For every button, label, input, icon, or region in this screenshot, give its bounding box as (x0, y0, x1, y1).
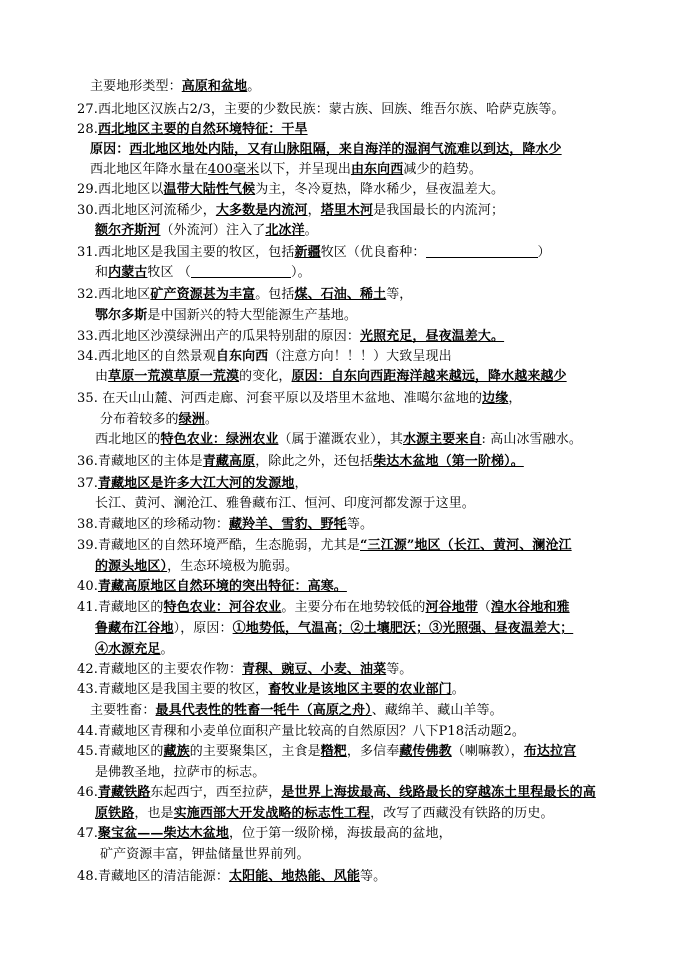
text-line (77, 536, 572, 556)
text-segment: 等。 (360, 869, 387, 884)
emphasized-text: 是世界上海拔最高、线路最长的穿越冻土里程最长的高 (281, 785, 596, 800)
text-segment: 46. (77, 785, 98, 800)
text-segment: 。 (247, 79, 261, 94)
text-line (90, 160, 482, 180)
emphasized-text: 内蒙古 (108, 265, 148, 280)
emphasized-text: 太阳能、地热能、风能 (228, 869, 360, 884)
text-line (95, 221, 318, 241)
text-segment: 47. (77, 826, 98, 841)
answer-blank (426, 243, 538, 258)
emphasized-text: 自东向西 (215, 349, 269, 364)
text-segment: 的主要聚集区，主食是 (189, 744, 321, 759)
text-segment: （外流河）注入了 (160, 223, 266, 238)
text-segment: 48.青藏地区的清洁能源： (77, 869, 229, 884)
text-line (77, 285, 412, 305)
emphasized-text: 柴达木盆地（第一阶梯）。 (373, 454, 524, 469)
text-segment: 34.西北地区的自然景观 (77, 349, 216, 364)
emphasized-text: 的源头地区） (95, 559, 168, 574)
text-segment: 减少的趋势。 (403, 162, 482, 177)
emphasized-text: 原铁路 (95, 806, 135, 821)
text-segment: 。 (304, 223, 318, 238)
emphasized-text: 大多数是内流河 (215, 203, 308, 218)
emphasized-text: 矿产资源甚为丰富 (150, 287, 256, 302)
text-segment: 长江、黄河、澜沧江、雅鲁藏布江、恒河、印度河都发源于这里。 (95, 496, 475, 511)
text-line (77, 515, 373, 535)
text-segment: ） (537, 245, 551, 260)
text-segment: 。包括 (255, 287, 295, 302)
emphasized-text: 塔里木河 (320, 203, 374, 218)
emphasized-text: 畜牧业是该地区主要的农业部门 (268, 682, 452, 697)
emphasized-text: 青藏高原地区自然环境的突出特征：高寒。 (97, 579, 347, 594)
text-line (95, 640, 174, 660)
text-segment: 、藏绵羊、藏山羊等。 (371, 703, 503, 718)
text-segment: ， (307, 203, 321, 218)
text-segment: ，多信奉 (346, 744, 400, 759)
text-segment: 以下，并呈现出 (259, 162, 351, 177)
text-segment: （属于灌溉农业），其 (278, 432, 403, 447)
emphasized-text: 特色农业：河谷农业 (163, 600, 282, 615)
emphasized-text: 鄂尔多斯 (95, 308, 148, 323)
text-line (77, 100, 565, 120)
emphasized-text: 最具代表性的牲畜一牦牛（高原之舟） (155, 703, 372, 718)
answer-blank (191, 263, 291, 278)
text-line (77, 201, 504, 221)
text-segment: 29.西北地区以 (77, 182, 164, 197)
emphasized-text: 布达拉宫 (523, 744, 577, 759)
emphasized-text: 青藏高原 (202, 454, 256, 469)
emphasized-text: 边缘 (482, 391, 509, 406)
text-line (77, 783, 596, 803)
emphasized-text: 新疆 (294, 245, 321, 260)
emphasized-text: 额尔齐斯河 (95, 223, 161, 238)
text-line (77, 180, 504, 200)
text-segment: 40. (77, 579, 98, 594)
text-segment: 42.青藏地区的主要农作物： (77, 662, 243, 677)
text-segment: ， (508, 391, 522, 406)
text-line (95, 494, 475, 514)
text-segment: 30.西北地区河流稀少， (77, 203, 216, 218)
text-segment: 是中国新兴的特大型能源生产基地。 (147, 308, 358, 323)
text-segment: ）。 (290, 265, 311, 280)
emphasized-text: “三江源”地区（长江、黄河、澜沧江 (359, 538, 572, 553)
text-line (95, 367, 567, 387)
emphasized-text: 糌粑 (320, 744, 347, 759)
text-line (77, 327, 504, 347)
text-segment: 45.青藏地区的 (77, 744, 164, 759)
text-segment: 。 (160, 642, 174, 657)
emphasized-text: 由东向西 (350, 162, 404, 177)
emphasized-text: 煤、石油、稀土 (294, 287, 387, 302)
emphasized-text: ①地势低，气温高；②土壤肥沃；③光照强、昼夜温差大； (232, 621, 574, 636)
text-segment: ，位于第一级阶梯，海拔最高的盆地， (229, 826, 452, 841)
text-segment: 35. 在天山山麓、河西走廊、河套平原以及塔里木盆地、准噶尔盆地的 (77, 391, 483, 406)
text-line (90, 701, 503, 721)
text-segment: 等。 (386, 662, 413, 677)
text-line (77, 243, 551, 263)
text-line (95, 763, 265, 783)
text-segment: 39.青藏地区的自然环境严酷，生态脆弱，尤其是 (77, 538, 360, 553)
text-segment: 主要地形类型： (90, 79, 182, 94)
text-line (77, 742, 576, 762)
text-segment: 分布着较多的 (100, 412, 179, 427)
text-line (95, 263, 311, 283)
text-line (77, 722, 525, 742)
emphasized-text: 温带大陆性气候 (163, 182, 256, 197)
text-line (77, 577, 347, 597)
text-segment: 牧区（优良畜种： (320, 245, 426, 260)
emphasized-text: 河谷地带 (425, 600, 478, 615)
text-segment: 是我国最长的内流河； (373, 203, 505, 218)
text-segment: 43.青藏地区是我国主要的牧区， (77, 682, 269, 697)
emphasized-text: 青藏铁路 (97, 785, 151, 800)
emphasized-text: 藏传佛教 (399, 744, 452, 759)
emphasized-text: 青稞、豌豆、小麦、油菜 (242, 662, 387, 677)
text-segment: 等。 (346, 517, 374, 532)
emphasized-text: 青藏地区是许多大江大河的发源地 (97, 476, 295, 491)
text-line (95, 306, 357, 326)
text-line (77, 867, 386, 887)
emphasized-text: 特色农业：绿洲农业 (160, 432, 279, 447)
text-segment: 和 (95, 265, 109, 280)
text-segment: 41.青藏地区的 (77, 600, 164, 615)
emphasized-text: 实施西部大开发战略的标志性工程 (173, 806, 371, 821)
text-segment: 等， (386, 287, 413, 302)
text-segment: 33.西北地区沙漠绿洲出产的瓜果特别甜的原因： (77, 329, 360, 344)
text-segment: （ (477, 600, 492, 615)
emphasized-text: 水源主要来自 (402, 432, 482, 447)
text-line (77, 824, 452, 844)
text-segment: 36.青藏地区的主体是 (77, 454, 203, 469)
text-segment: 。 (204, 412, 218, 427)
emphasized-text: ④水源充足 (95, 642, 161, 657)
text-segment: 32.西北地区 (77, 287, 151, 302)
text-segment: 由 (95, 369, 109, 384)
text-segment: 东起西宁，西至拉萨， (150, 785, 282, 800)
text-segment: ，生态环境极为脆弱。 (167, 559, 299, 574)
emphasized-text: 北冰洋 (265, 223, 305, 238)
text-segment: 牧区 （ (147, 265, 191, 280)
text-segment: 38.青藏地区的珍稀动物： (77, 517, 229, 532)
text-line (90, 140, 562, 160)
text-segment: （注意方向！！！）大致呈现出 (268, 349, 452, 364)
text-segment: 西北地区年降水量在 (90, 162, 208, 177)
text-line (77, 452, 524, 472)
text-segment: 西北地区的 (95, 432, 161, 447)
text-segment: 主要牲畜： (90, 703, 156, 718)
text-segment: : 高山冰雪融水。 (481, 432, 582, 447)
text-line (95, 804, 554, 824)
text-line (77, 347, 452, 367)
text-segment: 矿产资源丰富，钾盐储量世界前列。 (100, 847, 310, 862)
text-segment: 44.青藏地区青稞和小麦单位面积产量比较高的自然原因？八下P18活动题2。 (77, 724, 525, 739)
emphasized-text: 西北地区地处内陆，又有山脉阻隔，来自海洋的湿润气流难以到达，降水少 (129, 142, 562, 157)
text-segment: 为主，冬冷夏热，降水稀少，昼夜温差大。 (255, 182, 505, 197)
text-segment: 的变化， (239, 369, 292, 384)
emphasized-text: 原因：自东向西距海洋越来越远，降水越来越少 (291, 369, 567, 384)
text-line (77, 680, 465, 700)
emphasized-text: 绿洲 (178, 412, 205, 427)
text-line (77, 660, 412, 680)
text-line (77, 474, 308, 494)
emphasized-text: 草原一荒漠草原一荒漠 (108, 369, 240, 384)
text-line (77, 598, 570, 618)
emphasized-text: 400毫米 (207, 162, 260, 177)
text-line (77, 120, 308, 140)
text-segment: ，除此之外，还包括 (255, 454, 374, 469)
text-line (90, 77, 260, 97)
text-segment: ， (294, 476, 308, 491)
emphasized-text: 光照充足，昼夜温差大。 (359, 329, 505, 344)
text-segment: 是佛教圣地，拉萨市的标志。 (95, 765, 266, 780)
text-segment: （喇嘛教）， (451, 744, 524, 759)
emphasized-text: 湟水谷地和雅 (491, 600, 570, 615)
text-line (95, 619, 573, 639)
emphasized-text: 藏族 (163, 744, 190, 759)
text-line (77, 389, 521, 409)
text-segment: ，改写了西藏没有铁路的历史。 (370, 806, 554, 821)
emphasized-text: 高原和盆地 (181, 79, 248, 94)
text-segment: 。主要分布在地势较低的 (281, 600, 426, 615)
text-line (95, 430, 582, 450)
text-segment: 31.西北地区是我国主要的牧区，包括 (77, 245, 295, 260)
emphasized-text: 藏羚羊、雪豹、野牦 (228, 517, 347, 532)
emphasized-text: 鲁藏布江谷地 (95, 621, 174, 636)
text-segment: 28. (77, 122, 98, 137)
text-line (100, 410, 218, 430)
text-line (100, 845, 310, 865)
text-segment: 37. (77, 476, 98, 491)
text-segment: ，也是 (134, 806, 174, 821)
emphasized-text: 聚宝盆——柴达木盆地 (97, 826, 229, 841)
emphasized-text: 原因： (90, 142, 130, 157)
emphasized-text: 西北地区主要的自然环境特征：干旱 (97, 122, 308, 137)
text-segment: 27.西北地区汉族占2/3，主要的少数民族：蒙古族、回族、维吾尔族、哈萨克族等。 (77, 102, 565, 117)
text-line (95, 557, 298, 577)
text-segment: ），原因： (173, 621, 233, 636)
text-segment: 。 (451, 682, 465, 697)
